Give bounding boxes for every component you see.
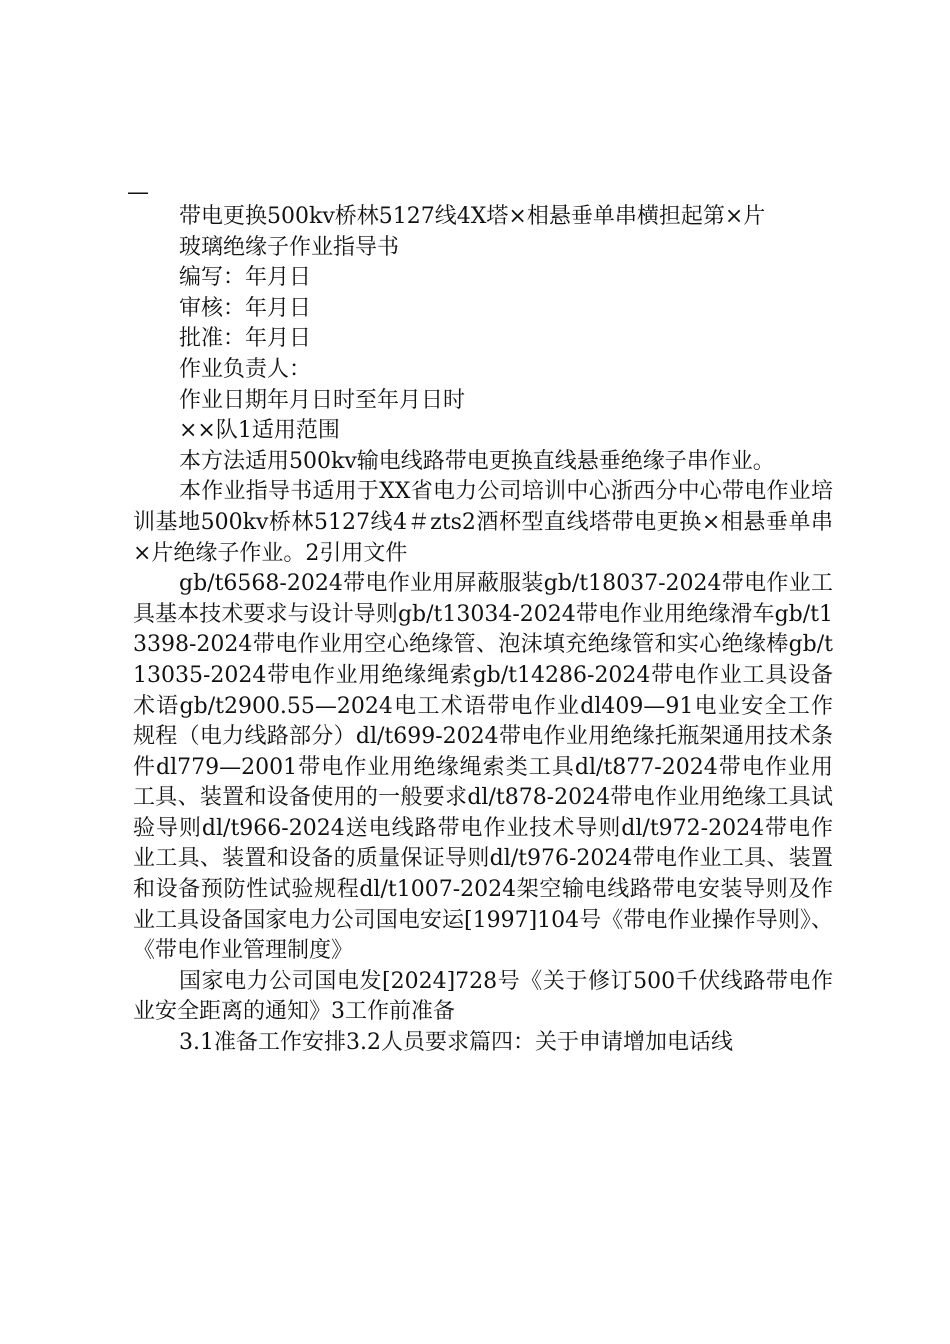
- document-subtitle: 玻璃绝缘子作业指导书: [179, 234, 400, 260]
- scope-paragraph: 本方法适用500kv输电线路带电更换直线悬垂绝缘子串作业。: [179, 448, 775, 474]
- team-scope-heading: ××队1适用范围: [179, 418, 340, 444]
- work-date-line: 作业日期年月日时至年月日时: [179, 387, 466, 413]
- responsible-person-line: 作业负责人：: [179, 356, 312, 382]
- compiled-by-line: 编写：年月日: [179, 265, 312, 291]
- document-body: [133, 202, 833, 1059]
- leading-dash: —: [127, 180, 149, 205]
- references-paragraph: gb/t6568-2024带电作业用屏蔽服装gb/t18037-2024带电作业工具基本技术要求与设计导则gb/t13034-2024带电作业用绝缘滑车gb/t13398-2024带电作业用空心绝缘管、泡沫填充绝缘管和实心绝缘棒gb/t13035-2024带电作业用绝缘绳索gb/t14286-2024带电作业工具设备术语gb/t2900.55—2024电工术语带电作业dl409—91电业安全工作规程（电力线路部分）dl/t699-2024带电作业用绝缘托瓶架通用技术条件dl779—2001带电作业用绝缘绳索类工具dl/t877-2024带电作业用工具、装置和设备使用的一般要求dl/t878-2024带电作业用绝缘工具试验导则dl/t966-2024送电线路带电作业技术导则dl/t972-2024带电作业工具、装置和设备的质量保证导则dl/t976-2024带电作业工具、装置和设备预防性试验规程dl/t1007-2024架空输电线路带电安装导则及作业工具设备国家电力公司国电安运[1997]104号《带电作业操作导则》、《带电作业管理制度》: [133, 571, 833, 964]
- reviewed-by-line: 审核：年月日: [179, 295, 312, 321]
- document-title: 带电更换500kv桥林5127线4X塔×相悬垂单串横担起第×片: [179, 204, 766, 229]
- applicability-paragraph: 本作业指导书适用于XX省电力公司培训中心浙西分中心带电作业培训基地500kv桥林5127线4＃zts2酒杯型直线塔带电更换×相悬垂单串×片绝缘子作业。2引用文件: [133, 479, 833, 566]
- preparation-paragraph: 3.1准备工作安排3.2人员要求篇四：关于申请增加电话线: [179, 1030, 733, 1056]
- approved-by-line: 批准：年月日: [179, 326, 312, 352]
- national-notice-paragraph: 国家电力公司国电发[2024]728号《关于修订500千伏线路带电作业安全距离的通知》3工作前准备: [133, 968, 833, 1025]
